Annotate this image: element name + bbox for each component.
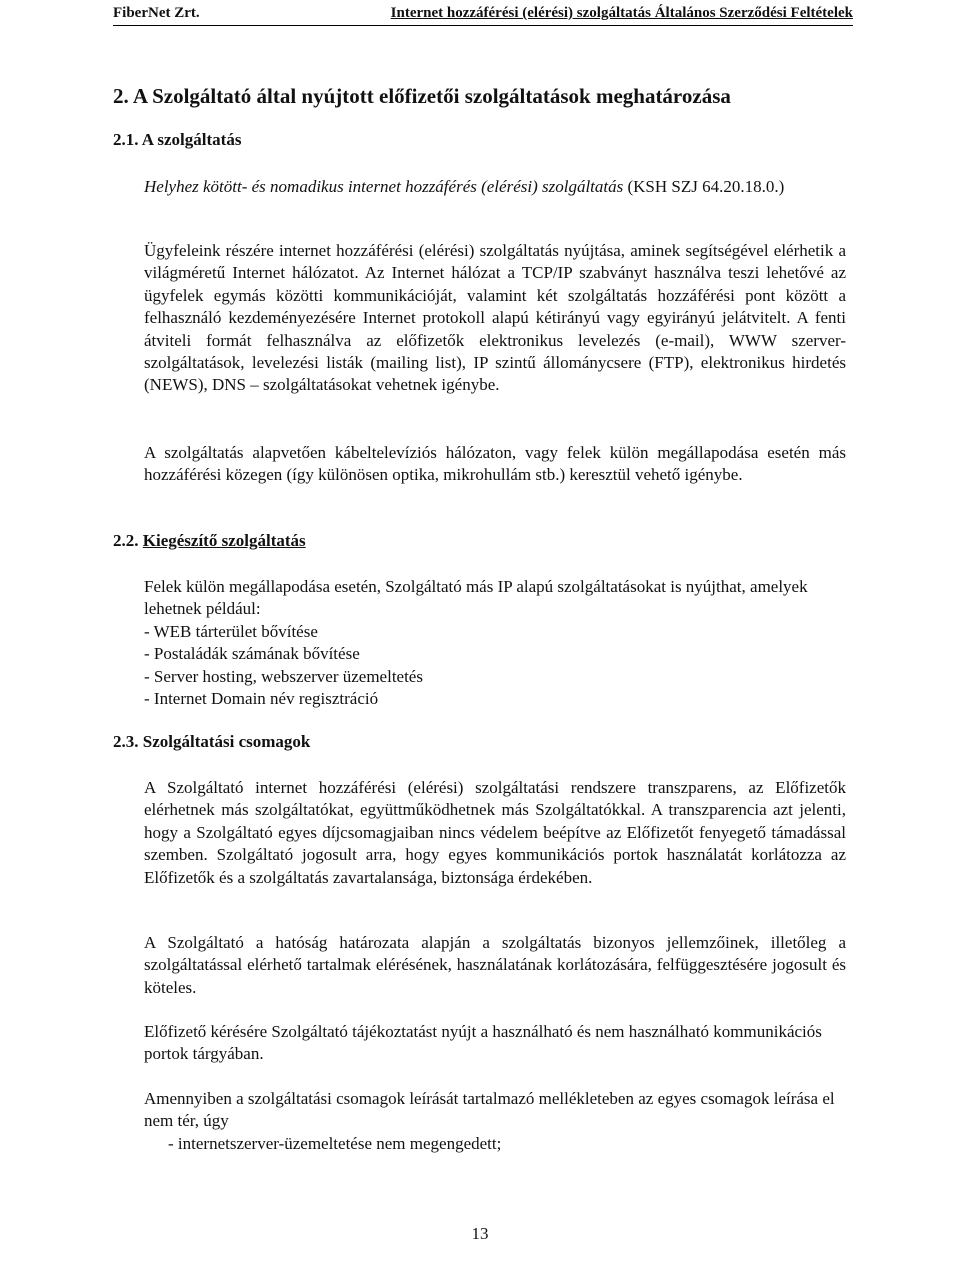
section-2-2-heading [113, 531, 306, 551]
list-item: - WEB tárterület bővítése [144, 622, 318, 641]
list-item: - Server hosting, webszerver üzemeltetés [144, 666, 423, 686]
list-item: - internetszerver-üzemeltetése nem megengedett; [168, 1134, 502, 1153]
list-item: - Postaládák számának bővítése [144, 644, 360, 664]
authority-paragraph: A Szolgáltató a hatóság határozata alapján a szolgáltatás bizonyos jellemzőinek, illetőleg a szolgáltatással elérhető tartalmak elérésének, használatának korlátozására, felfüggesztésére jogosult és köteles. [144, 933, 846, 997]
section-2-heading: 2. A Szolgáltató által nyújtott előfizetői szolgáltatások meghatározása [113, 84, 731, 108]
header-company: FiberNet Zrt. [113, 5, 200, 21]
list-item: - Internet Domain név regisztráció [144, 689, 379, 709]
header-document-title: Internet hozzáférési (elérési) szolgáltatás Általános Szerződési Feltételek [390, 5, 853, 21]
supplementary-intro: Felek külön megállapodása esetén, Szolgáltató más IP alapú szolgáltatásokat is nyújthat, amelyek lehetnek például: [144, 577, 808, 619]
packages-paragraph: Amennyiben a szolgáltatási csomagok leírását tartalmazó mellékleteben az egyes csomagok leírása el nem tér, úgy [144, 1089, 835, 1131]
service-code: (KSH SZJ 64.20.18.0.) [627, 177, 785, 196]
supplementary-list [144, 621, 423, 711]
section-2-3-number: 2.3. [113, 732, 139, 751]
section-2-3-heading [113, 732, 310, 752]
service-definition [144, 176, 846, 198]
packages-list [168, 1133, 501, 1155]
transparency-paragraph: A Szolgáltató internet hozzáférési (elérési) szolgáltatási rendszere transzparens, az Előfizetők elérhetnek más szolgáltatókat, együttműködhetnek más Szolgáltatókkal. A transzparencia azt jelenti, hogy a Szolgáltató egyes díjcsomagjaiban nincs védelem beépítve az Előfizetőt fenyegető támadással szemben. Szolgáltató jogosult arra, hogy egyes kommunikációs portok használatát korlátozza az Előfizetők és a szolgáltatás zavartalansága, biztonsága érdekében. [144, 778, 846, 887]
section-2-3-title: Szolgáltatási csomagok [142, 732, 311, 751]
section-2-2-number: 2.2. [113, 531, 139, 550]
section-2-1-heading: 2.1. A szolgáltatás [113, 130, 242, 149]
page-header [113, 5, 853, 26]
service-access-paragraph: A szolgáltatás alapvetően kábeltelevíziós hálózaton, vagy felek külön megállapodása esetén más hozzáférési közegen (így különösen optika, mikrohullám stb.) keresztül vehető igénybe. [144, 443, 846, 485]
page-number: 13 [471, 1224, 489, 1243]
service-description-paragraph: Ügyfeleink részére internet hozzáférési (elérési) szolgáltatás nyújtása, aminek segítségével elérhetik a világméretű Internet hálózatot. Az Internet hálózat a TCP/IP szabványt használva teszi lehetővé az ügyfelek egymás közötti kommunikációját, valamint két szolgáltatás hozzáférési pont között a felhasználó kezdeményezésére Internet protokoll alapú kétirányú vagy egyirányú jelátvitelt. A fenti átviteli formát felhasználva az előfizetők elektronikus levelezés (e-mail), WWW szerver-szolgáltatások, levelezési listák (mailing list), IP szintű állománycsere (FTP), elektronikus hirdetés (NEWS), DNS – szolgáltatásokat vehetnek igénybe. [144, 241, 846, 395]
service-name: Helyhez kötött- és nomadikus internet hozzáférés (elérési) szolgáltatás [144, 177, 624, 196]
ports-info-paragraph: Előfizető kérésére Szolgáltató tájékoztatást nyújt a használható és nem használható kommunikációs portok tárgyában. [144, 1022, 822, 1064]
section-2-2-title: Kiegészítő szolgáltatás [142, 531, 306, 550]
